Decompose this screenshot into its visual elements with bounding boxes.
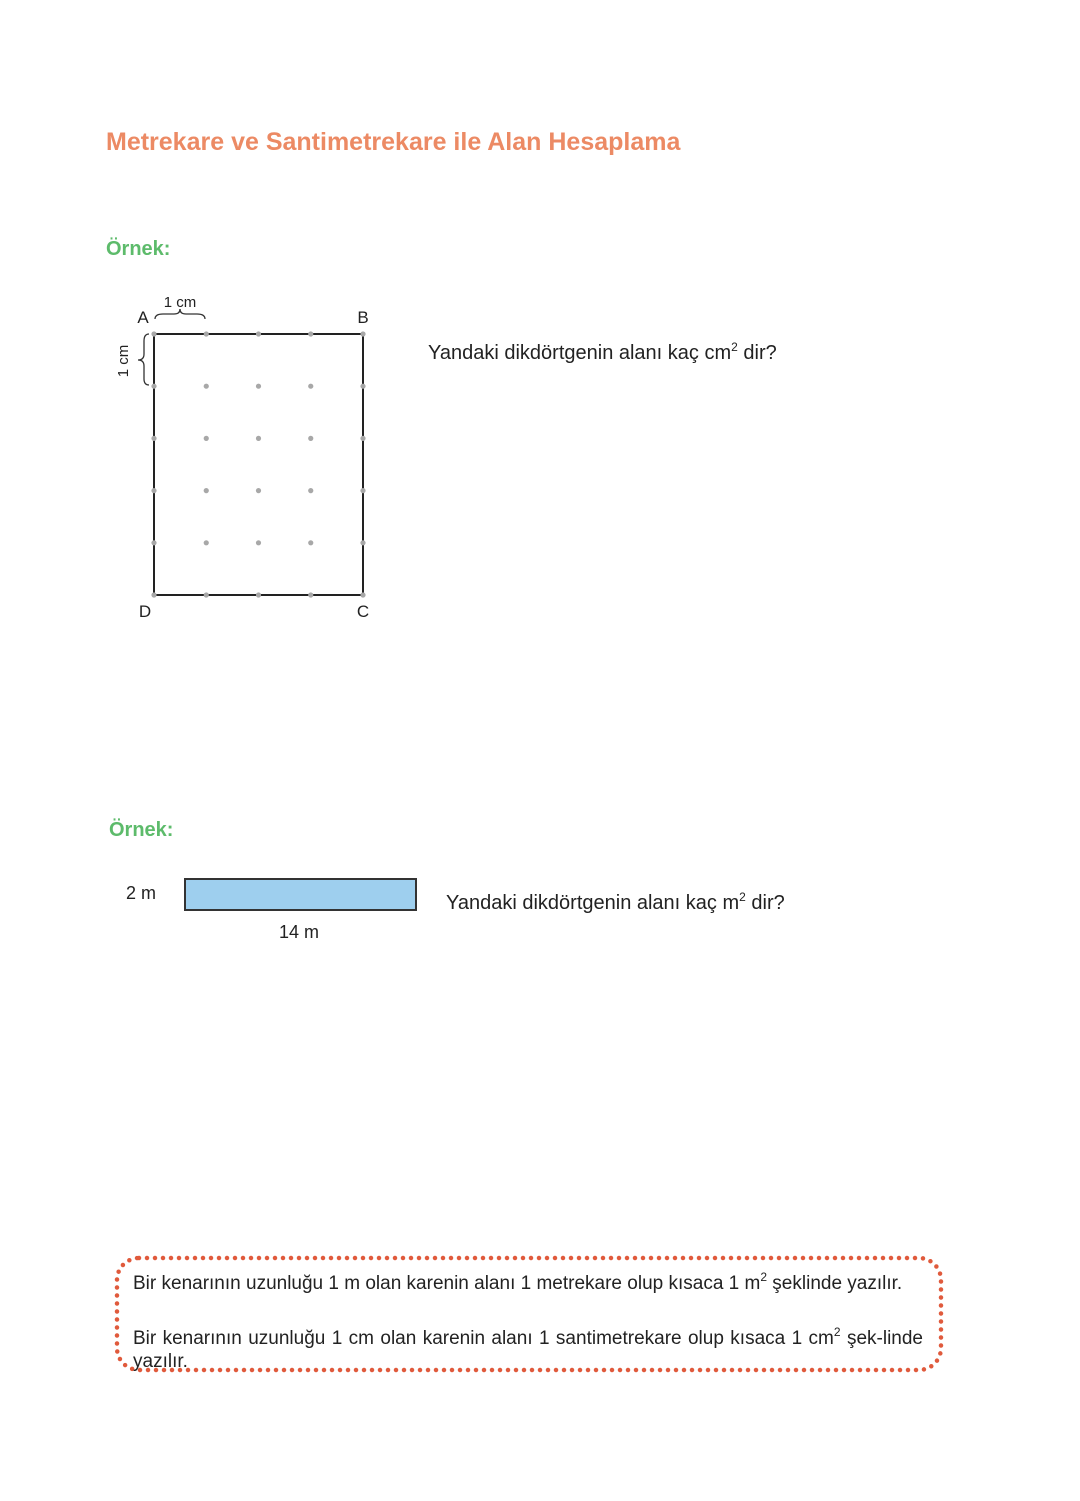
grid-dot: [256, 331, 261, 336]
grid-dot: [360, 488, 365, 493]
width-label: 14 m: [279, 922, 320, 942]
info-text-m2: Bir kenarının uzunluğu 1 m olan karenin alanı 1 metrekare olup kısaca 1 $m^2$ şeklinde yazılır.: [133, 1270, 903, 1294]
unit-label-top: 1 cm: [163, 294, 197, 311]
example-1-question: Yandaki dikdörtgenin alanı kaç $cm^2$ dir?: [428, 340, 777, 364]
vertex-b: B: [357, 308, 369, 327]
grid-dot: [256, 540, 261, 545]
info-text-cm2: Bir kenarının uzunluğu 1 cm olan karenin alanı 1 santimetrekare olup kısaca 1 $cm^2$ şek-​linde yazılır.: [133, 1325, 923, 1372]
example-2-label: Örnek:: [109, 819, 174, 841]
blue-rectangle: [184, 878, 417, 911]
grid-dots: [151, 331, 365, 597]
side-brace: [138, 334, 149, 385]
example-1-label: Örnek:: [106, 238, 171, 260]
grid-dot: [360, 436, 365, 441]
grid-dot: [308, 540, 313, 545]
page-title: Metrekare ve Santimetrekare ile Alan Hesaplama: [106, 128, 681, 156]
grid-dot: [151, 384, 156, 389]
vertex-a: A: [137, 308, 149, 327]
vertex-c: C: [356, 602, 370, 621]
grid-dot: [204, 540, 209, 545]
grid-dot: [204, 436, 209, 441]
vertex-d: D: [138, 602, 152, 621]
grid-dot: [151, 592, 156, 597]
grid-dot: [360, 331, 365, 336]
example-1-figure: [100, 285, 400, 630]
grid-dot: [308, 436, 313, 441]
grid-dot: [204, 488, 209, 493]
grid-dot: [151, 488, 156, 493]
grid-dot: [204, 592, 209, 597]
example-2-question: Yandaki dikdörtgenin alanı kaç $m^2$ dir?: [446, 890, 785, 914]
grid-dot: [256, 436, 261, 441]
grid-dot: [256, 488, 261, 493]
grid-dot: [204, 384, 209, 389]
unit-label-side: 1 cm: [115, 344, 132, 378]
grid-dot: [308, 384, 313, 389]
grid-dot: [308, 592, 313, 597]
grid-dot: [151, 540, 156, 545]
grid-dot: [360, 540, 365, 545]
grid-dot: [204, 331, 209, 336]
rectangle-abcd: [154, 334, 363, 595]
height-label: 2 m: [126, 883, 157, 903]
grid-dot: [360, 384, 365, 389]
grid-dot: [308, 331, 313, 336]
grid-dot: [256, 384, 261, 389]
grid-dot: [308, 488, 313, 493]
grid-dot: [256, 592, 261, 597]
grid-dot: [151, 436, 156, 441]
grid-dot: [151, 331, 156, 336]
grid-dot: [360, 592, 365, 597]
